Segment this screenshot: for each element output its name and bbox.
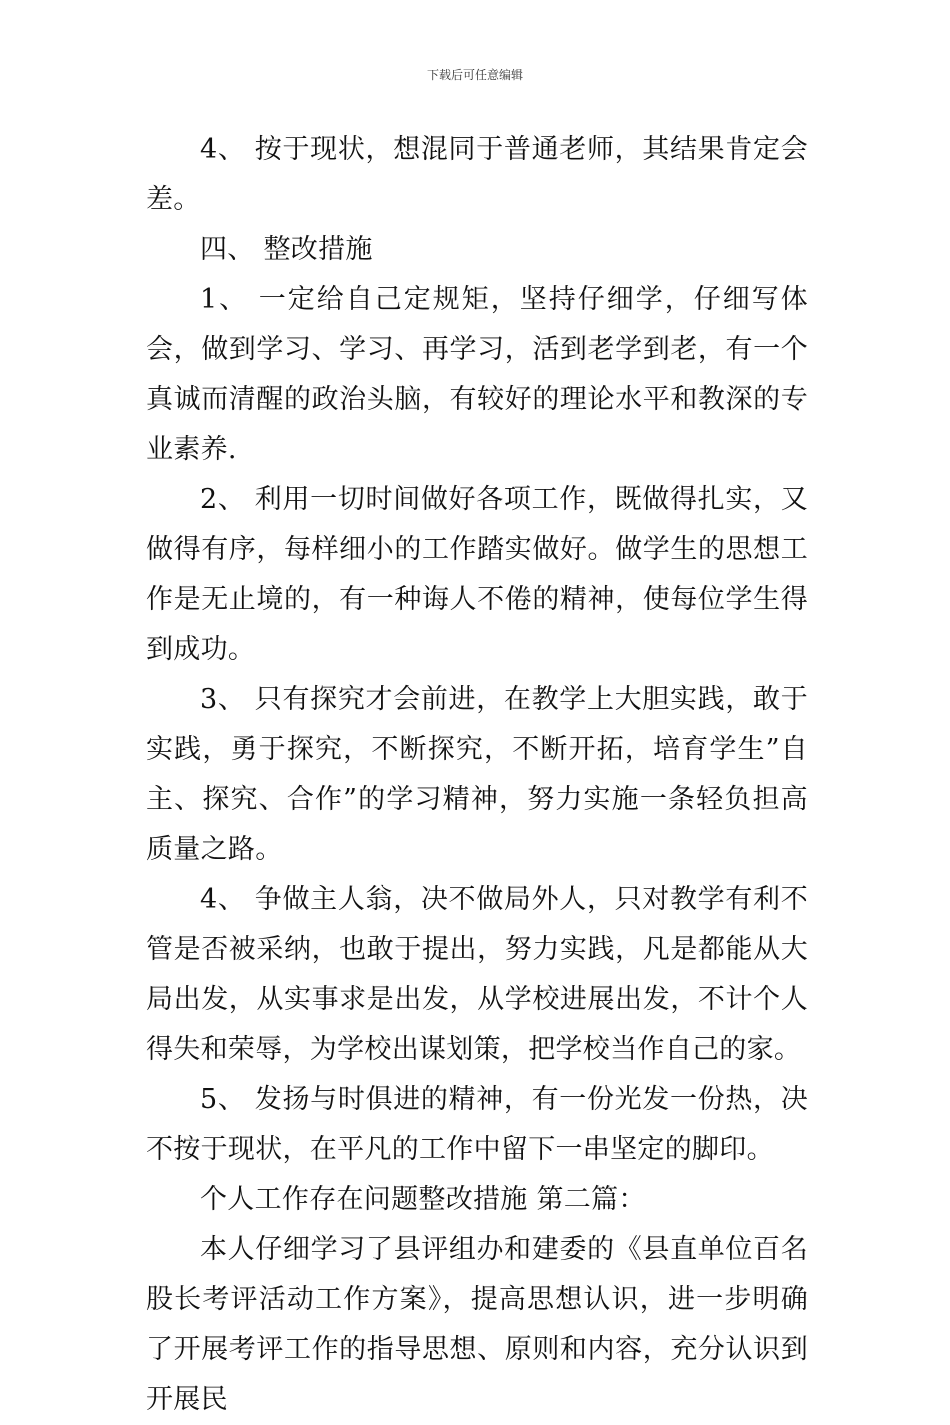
document-body <box>146 125 808 1425</box>
paragraph-measure-2: 2、 利用一切时间做好各项工作，既做得扎实，又做得有序，每样细小的工作踏实做好。做学生的思想工作是无止境的，有一种诲人不倦的精神，使每位学生得到成功。 <box>146 484 808 665</box>
paragraph-part-two-intro: 本人仔细学习了县评组办和建委的《县直单位百名股长考评活动工作方案》，提高思想认识，进一步明确了开展考评工作的指导思想、原则和内容，充分认识到开展民 <box>146 1234 808 1415</box>
paragraph-measure-4: 4、 争做主人翁，决不做局外人，只对教学有利不管是否被采纳，也敢于提出，努力实践，凡是都能从大局出发，从实事求是出发，从学校进展出发，不计个人得失和荣辱，为学校出谋划策，把学校当作自己的家。 <box>146 884 808 1065</box>
page-header: 下载后可任意编辑 <box>426 68 523 82</box>
section-heading-part-two: 个人工作存在问题整改措施 第二篇： <box>200 1184 646 1215</box>
section-heading-measures: 四、 整改措施 <box>200 234 373 265</box>
paragraph-measure-5: 5、 发扬与时俱进的精神，有一份光发一份热，决不按于现状，在平凡的工作中留下一串坚定的脚印。 <box>146 1084 808 1165</box>
paragraph-measure-3: 3、 只有探究才会前进，在教学上大胆实践，敢于实践，勇于探究，不断探究，不断开拓，培育学生”自主、探究、合作”的学习精神，努力实施一条轻负担高质量之路。 <box>146 684 808 865</box>
paragraph-item-4-status: 4、 按于现状，想混同于普通老师，其结果肯定会差。 <box>146 134 808 215</box>
paragraph-measure-1: 1、 一定给自己定规矩，坚持仔细学，仔细写体会，做到学习、学习、再学习，活到老学到老，有一个真诚而清醒的政治头脑，有较好的理论水平和教深的专业素养. <box>146 284 808 465</box>
